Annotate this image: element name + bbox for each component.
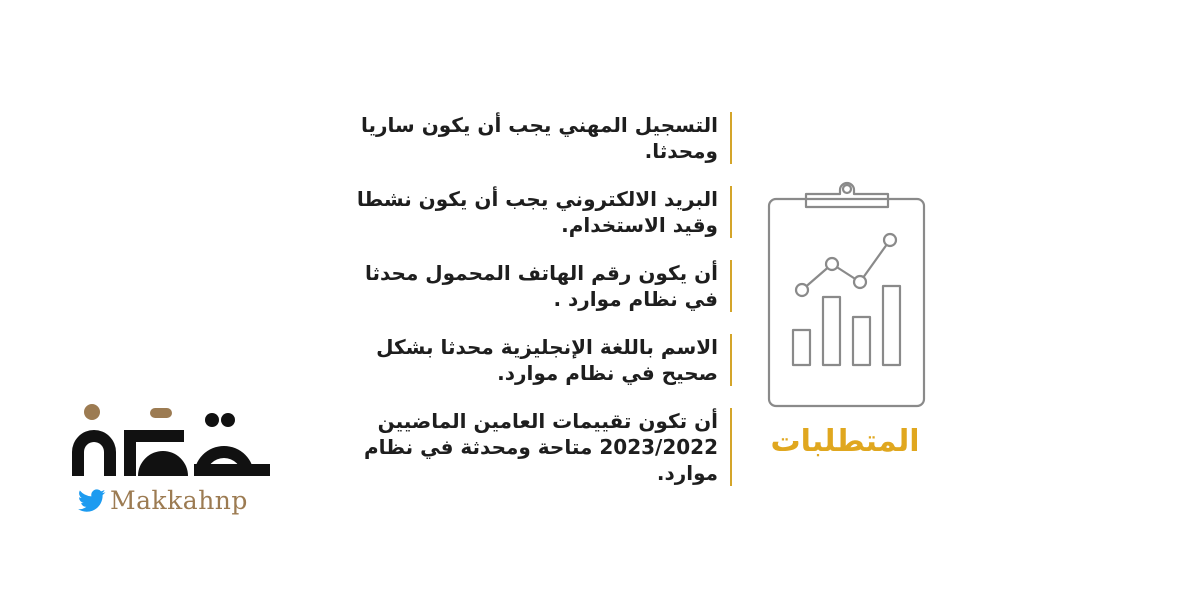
requirement-text: أن تكون تقييمات العامين الماضيين 2023/2022 متاحة ومحدثة في نظام موارد.: [363, 409, 718, 485]
clipboard-chart-icon: [766, 172, 928, 412]
requirements-list: [340, 112, 732, 486]
requirement-item: [340, 112, 732, 164]
requirement-item: [340, 186, 732, 238]
requirement-item: [340, 334, 732, 386]
requirement-item: [340, 260, 732, 312]
logo-handle-text: Makkahnp: [110, 486, 248, 515]
logo-wordmark: [66, 400, 276, 482]
makkah-logo: [66, 400, 276, 530]
section-title: المتطلبات: [770, 424, 920, 459]
requirement-text: الاسم باللغة الإنجليزية محدثا بشكل صحيح في نظام موارد.: [376, 335, 718, 385]
requirement-text: أن يكون رقم الهاتف المحمول محدثا في نظام موارد .: [364, 261, 718, 311]
logo-handle: [78, 486, 248, 515]
requirement-text: التسجيل المهني يجب أن يكون ساريا ومحدثا.: [361, 113, 718, 163]
requirement-item: [340, 408, 732, 486]
requirement-text: البريد الالكتروني يجب أن يكون نشطا وقيد الاستخدام.: [356, 187, 718, 237]
twitter-bird-icon: [78, 489, 106, 513]
